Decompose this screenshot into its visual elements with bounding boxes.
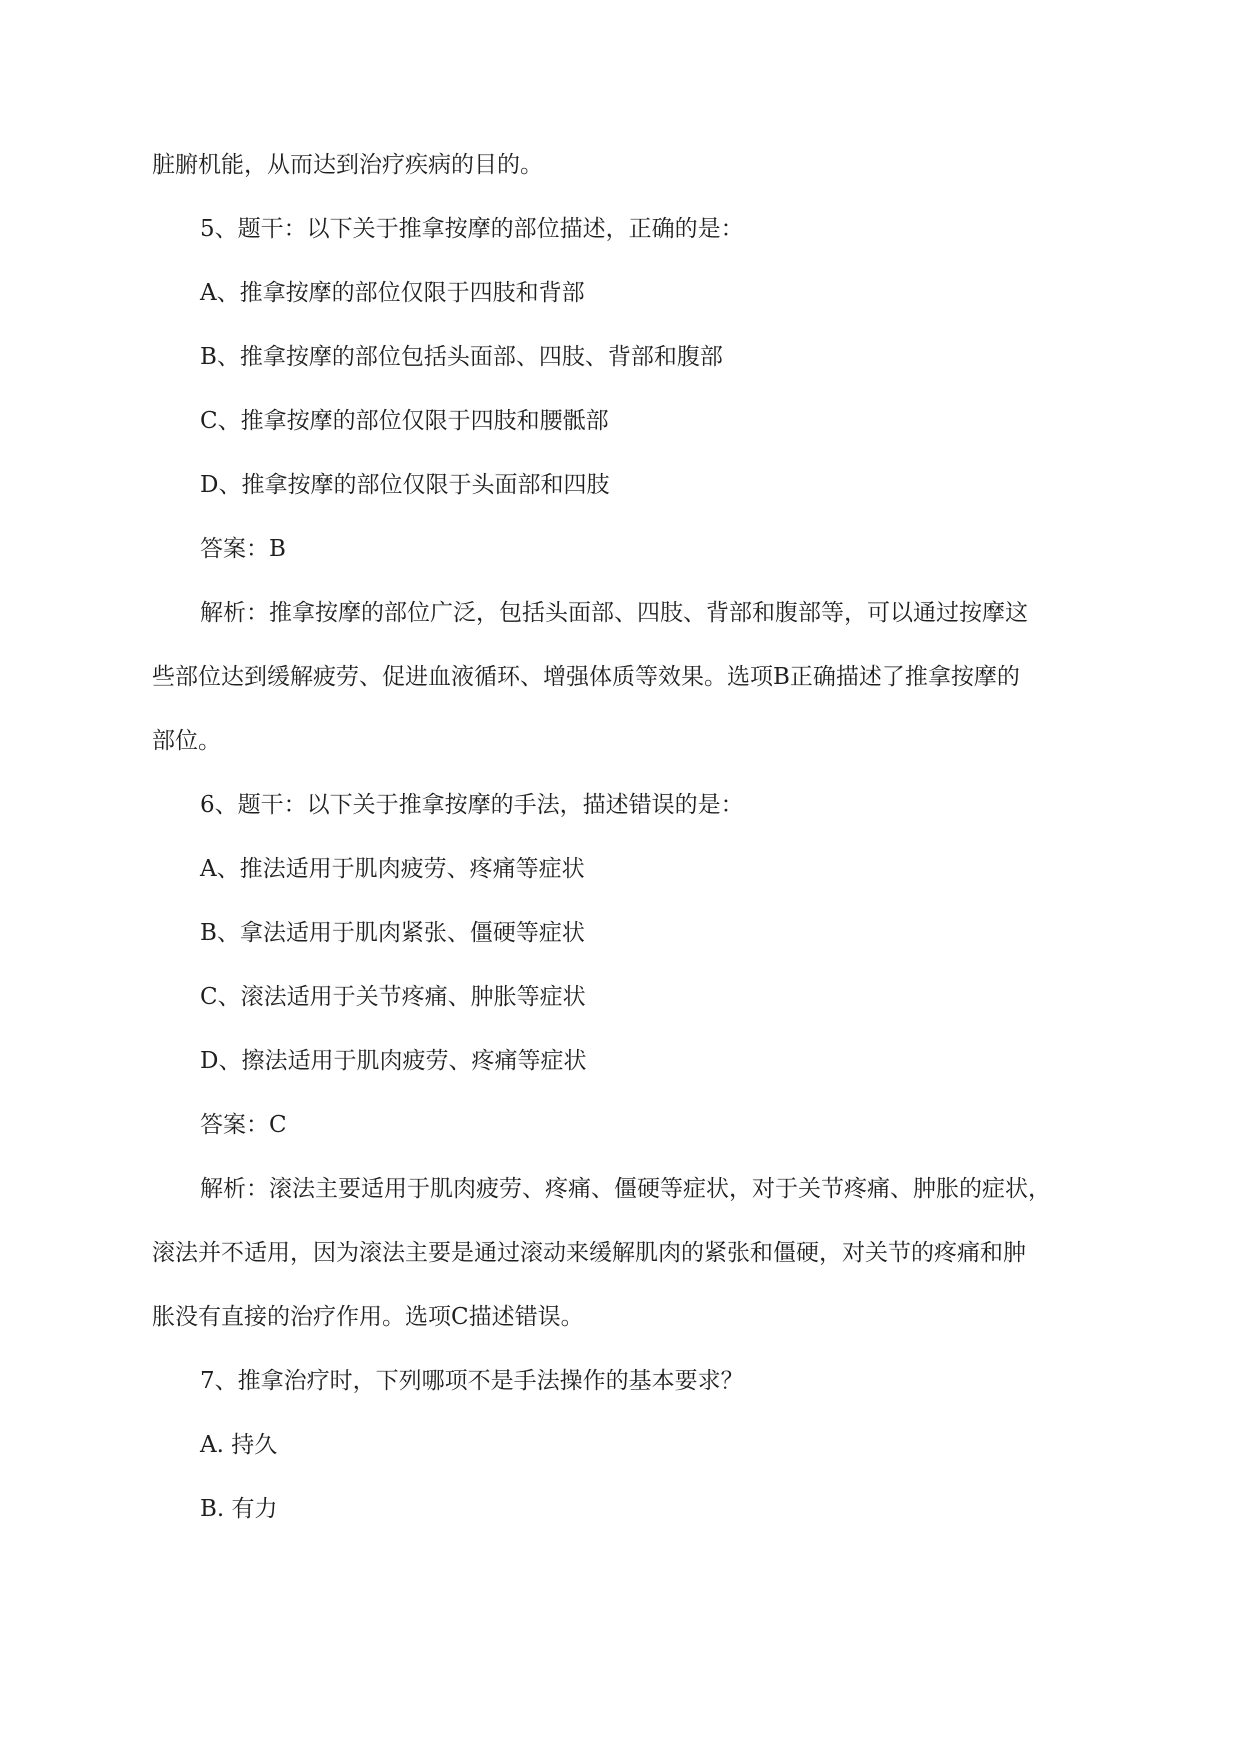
question-6-analysis-line-3: 胀没有直接的治疗作用。选项C描述错误。 <box>152 1304 584 1330</box>
question-6-answer: 答案：C <box>200 1112 287 1138</box>
question-5-answer: 答案：B <box>200 536 286 562</box>
question-6-analysis-line-1: 解析：滚法主要适用于肌肉疲劳、疼痛、僵硬等症状，对于关节疼痛、肿胀的症状， <box>200 1176 1051 1202</box>
question-6-option-c: C、滚法适用于关节疼痛、肿胀等症状 <box>200 984 586 1010</box>
question-7-stem: 7、推拿治疗时，下列哪项不是手法操作的基本要求？ <box>200 1368 744 1394</box>
question-5-option-d: D、推拿按摩的部位仅限于头面部和四肢 <box>200 472 610 498</box>
question-5-option-a: A、推拿按摩的部位仅限于四肢和背部 <box>200 280 585 306</box>
question-5-option-c: C、推拿按摩的部位仅限于四肢和腰骶部 <box>200 408 609 434</box>
question-5-stem: 5、题干：以下关于推拿按摩的部位描述，正确的是： <box>200 216 744 242</box>
question-7-option-b: B. 有力 <box>200 1496 278 1522</box>
question-5-analysis-line-2: 些部位达到缓解疲劳、促进血液循环、增强体质等效果。选项B正确描述了推拿按摩的 <box>152 664 1020 690</box>
paragraph-continuation: 脏腑机能，从而达到治疗疾病的目的。 <box>152 152 543 178</box>
question-5-analysis-line-1: 解析：推拿按摩的部位广泛，包括头面部、四肢、背部和腹部等，可以通过按摩这 <box>200 600 1028 626</box>
question-6-option-d: D、擦法适用于肌肉疲劳、疼痛等症状 <box>200 1048 587 1074</box>
question-6-stem: 6、题干：以下关于推拿按摩的手法，描述错误的是： <box>200 792 744 818</box>
question-5-analysis-line-3: 部位。 <box>152 728 221 754</box>
question-6-option-a: A、推法适用于肌肉疲劳、疼痛等症状 <box>200 856 585 882</box>
question-6-option-b: B、拿法适用于肌肉紧张、僵硬等症状 <box>200 920 585 946</box>
question-7-option-a: A. 持久 <box>200 1432 278 1458</box>
question-6-analysis-line-2: 滚法并不适用，因为滚法主要是通过滚动来缓解肌肉的紧张和僵硬，对关节的疼痛和肿 <box>152 1240 1026 1266</box>
question-5-option-b: B、推拿按摩的部位包括头面部、四肢、背部和腹部 <box>200 344 723 370</box>
